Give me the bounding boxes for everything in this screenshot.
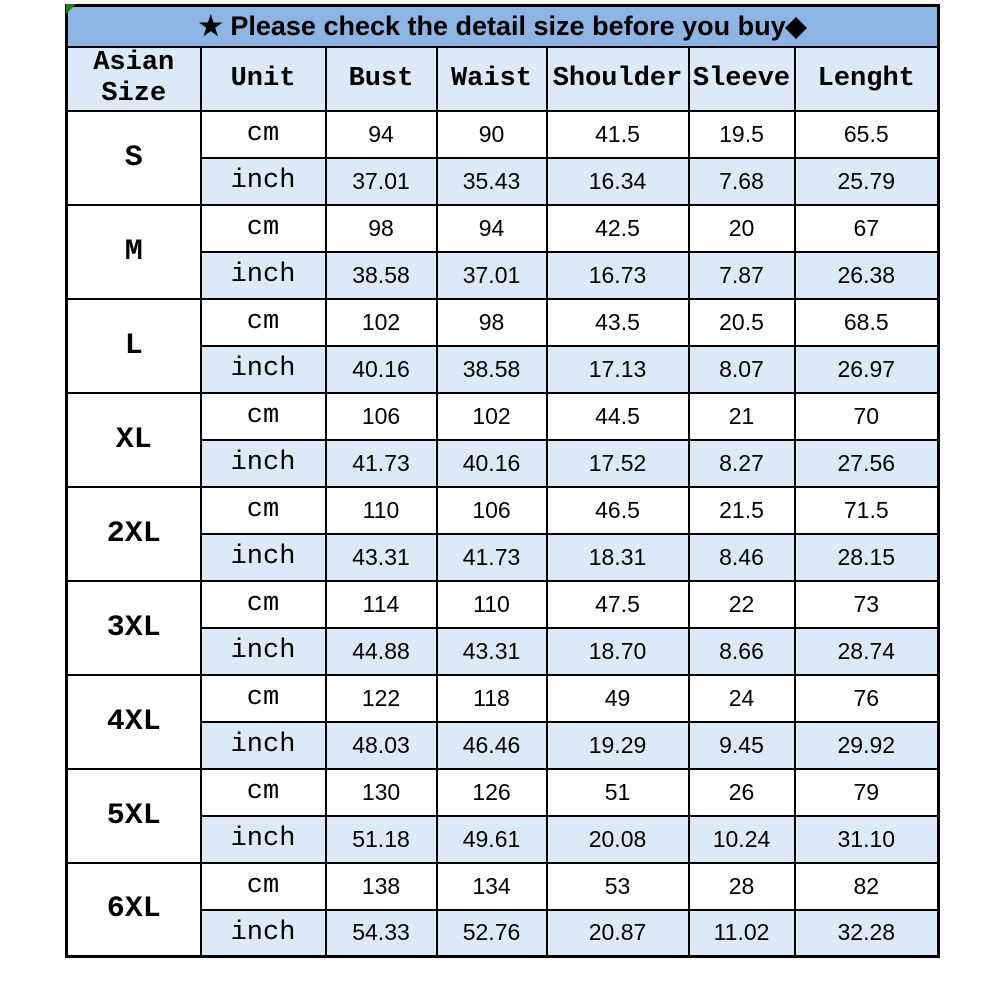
- value-cell: 26.97: [795, 346, 939, 393]
- value-cell: 52.76: [437, 910, 547, 957]
- value-cell: 110: [326, 487, 437, 534]
- value-cell: 31.10: [795, 816, 939, 863]
- value-cell: 40.16: [437, 440, 547, 487]
- value-cell: 94: [437, 205, 547, 252]
- value-cell: 28.15: [795, 534, 939, 581]
- unit-cell-inch: inch: [201, 252, 326, 299]
- value-cell: 28: [689, 863, 795, 910]
- value-cell: 82: [795, 863, 939, 910]
- value-cell: 9.45: [689, 722, 795, 769]
- value-cell: 20: [689, 205, 795, 252]
- value-cell: 67: [795, 205, 939, 252]
- value-cell: 51: [547, 769, 689, 816]
- value-cell: 38.58: [326, 252, 437, 299]
- value-cell: 48.03: [326, 722, 437, 769]
- unit-cell-inch: inch: [201, 534, 326, 581]
- size-row-cm: [67, 581, 939, 628]
- column-header-length: Lenght: [795, 47, 939, 111]
- value-cell: 41.5: [547, 111, 689, 158]
- value-cell: 49: [547, 675, 689, 722]
- value-cell: 17.52: [547, 440, 689, 487]
- value-cell: 42.5: [547, 205, 689, 252]
- unit-cell-cm: cm: [201, 205, 326, 252]
- value-cell: 65.5: [795, 111, 939, 158]
- value-cell: 11.02: [689, 910, 795, 957]
- value-cell: 46.46: [437, 722, 547, 769]
- unit-cell-cm: cm: [201, 299, 326, 346]
- value-cell: 27.56: [795, 440, 939, 487]
- value-cell: 70: [795, 393, 939, 440]
- value-cell: 21.5: [689, 487, 795, 534]
- size-row-cm: [67, 205, 939, 252]
- value-cell: 7.87: [689, 252, 795, 299]
- value-cell: 26: [689, 769, 795, 816]
- unit-cell-cm: cm: [201, 487, 326, 534]
- value-cell: 19.5: [689, 111, 795, 158]
- value-cell: 24: [689, 675, 795, 722]
- value-cell: 90: [437, 111, 547, 158]
- unit-cell-inch: inch: [201, 440, 326, 487]
- size-cell: 5XL: [67, 769, 201, 863]
- value-cell: 20.08: [547, 816, 689, 863]
- column-header-shoulder: Shoulder: [547, 47, 689, 111]
- value-cell: 54.33: [326, 910, 437, 957]
- value-cell: 130: [326, 769, 437, 816]
- value-cell: 53: [547, 863, 689, 910]
- value-cell: 94: [326, 111, 437, 158]
- value-cell: 47.5: [547, 581, 689, 628]
- value-cell: 134: [437, 863, 547, 910]
- value-cell: 19.29: [547, 722, 689, 769]
- value-cell: 41.73: [326, 440, 437, 487]
- size-row-cm: [67, 863, 939, 910]
- value-cell: 38.58: [437, 346, 547, 393]
- unit-cell-inch: inch: [201, 346, 326, 393]
- unit-cell-cm: cm: [201, 863, 326, 910]
- value-cell: 79: [795, 769, 939, 816]
- size-row-cm: [67, 111, 939, 158]
- size-row-cm: [67, 393, 939, 440]
- size-cell: 2XL: [67, 487, 201, 581]
- value-cell: 110: [437, 581, 547, 628]
- value-cell: 22: [689, 581, 795, 628]
- unit-cell-inch: inch: [201, 816, 326, 863]
- value-cell: 29.92: [795, 722, 939, 769]
- column-header-asian-size: Asian Size: [67, 47, 201, 111]
- value-cell: 40.16: [326, 346, 437, 393]
- unit-cell-inch: inch: [201, 158, 326, 205]
- size-cell: 3XL: [67, 581, 201, 675]
- value-cell: 26.38: [795, 252, 939, 299]
- size-cell: 6XL: [67, 863, 201, 957]
- value-cell: 44.5: [547, 393, 689, 440]
- size-table-body: [67, 111, 939, 957]
- value-cell: 8.07: [689, 346, 795, 393]
- value-cell: 18.31: [547, 534, 689, 581]
- size-row-cm: [67, 769, 939, 816]
- value-cell: 106: [437, 487, 547, 534]
- value-cell: 102: [326, 299, 437, 346]
- size-row-cm: [67, 675, 939, 722]
- value-cell: 122: [326, 675, 437, 722]
- value-cell: 7.68: [689, 158, 795, 205]
- column-header-bust: Bust: [326, 47, 437, 111]
- value-cell: 37.01: [326, 158, 437, 205]
- value-cell: 126: [437, 769, 547, 816]
- value-cell: 43.31: [437, 628, 547, 675]
- value-cell: 138: [326, 863, 437, 910]
- value-cell: 71.5: [795, 487, 939, 534]
- size-cell: XL: [67, 393, 201, 487]
- column-header-waist: Waist: [437, 47, 547, 111]
- value-cell: 16.73: [547, 252, 689, 299]
- value-cell: 8.27: [689, 440, 795, 487]
- value-cell: 73: [795, 581, 939, 628]
- column-header-row: [67, 47, 939, 111]
- size-row-cm: [67, 487, 939, 534]
- value-cell: 98: [437, 299, 547, 346]
- value-cell: 20.87: [547, 910, 689, 957]
- value-cell: 35.43: [437, 158, 547, 205]
- value-cell: 68.5: [795, 299, 939, 346]
- value-cell: 32.28: [795, 910, 939, 957]
- value-cell: 43.5: [547, 299, 689, 346]
- value-cell: 114: [326, 581, 437, 628]
- value-cell: 8.66: [689, 628, 795, 675]
- value-cell: 44.88: [326, 628, 437, 675]
- value-cell: 98: [326, 205, 437, 252]
- unit-cell-inch: inch: [201, 628, 326, 675]
- unit-cell-cm: cm: [201, 675, 326, 722]
- value-cell: 16.34: [547, 158, 689, 205]
- size-chart-table: [65, 4, 940, 958]
- unit-cell-cm: cm: [201, 581, 326, 628]
- value-cell: 28.74: [795, 628, 939, 675]
- size-cell: S: [67, 111, 201, 205]
- value-cell: 49.61: [437, 816, 547, 863]
- value-cell: 41.73: [437, 534, 547, 581]
- column-header-sleeve: Sleeve: [689, 47, 795, 111]
- size-cell: L: [67, 299, 201, 393]
- value-cell: 21: [689, 393, 795, 440]
- value-cell: 17.13: [547, 346, 689, 393]
- value-cell: 76: [795, 675, 939, 722]
- banner-text: ★ Please check the detail size before you buy◆: [67, 6, 939, 47]
- green-corner-triangle-icon: [66, 4, 76, 14]
- value-cell: 102: [437, 393, 547, 440]
- unit-cell-inch: inch: [201, 910, 326, 957]
- value-cell: 8.46: [689, 534, 795, 581]
- value-cell: 10.24: [689, 816, 795, 863]
- banner-row: [67, 6, 939, 47]
- size-cell: 4XL: [67, 675, 201, 769]
- value-cell: 37.01: [437, 252, 547, 299]
- size-cell: M: [67, 205, 201, 299]
- value-cell: 46.5: [547, 487, 689, 534]
- unit-cell-cm: cm: [201, 393, 326, 440]
- value-cell: 25.79: [795, 158, 939, 205]
- value-cell: 118: [437, 675, 547, 722]
- value-cell: 43.31: [326, 534, 437, 581]
- unit-cell-cm: cm: [201, 769, 326, 816]
- unit-cell-inch: inch: [201, 722, 326, 769]
- value-cell: 18.70: [547, 628, 689, 675]
- value-cell: 20.5: [689, 299, 795, 346]
- unit-cell-cm: cm: [201, 111, 326, 158]
- size-row-cm: [67, 299, 939, 346]
- value-cell: 106: [326, 393, 437, 440]
- column-header-unit: Unit: [201, 47, 326, 111]
- value-cell: 51.18: [326, 816, 437, 863]
